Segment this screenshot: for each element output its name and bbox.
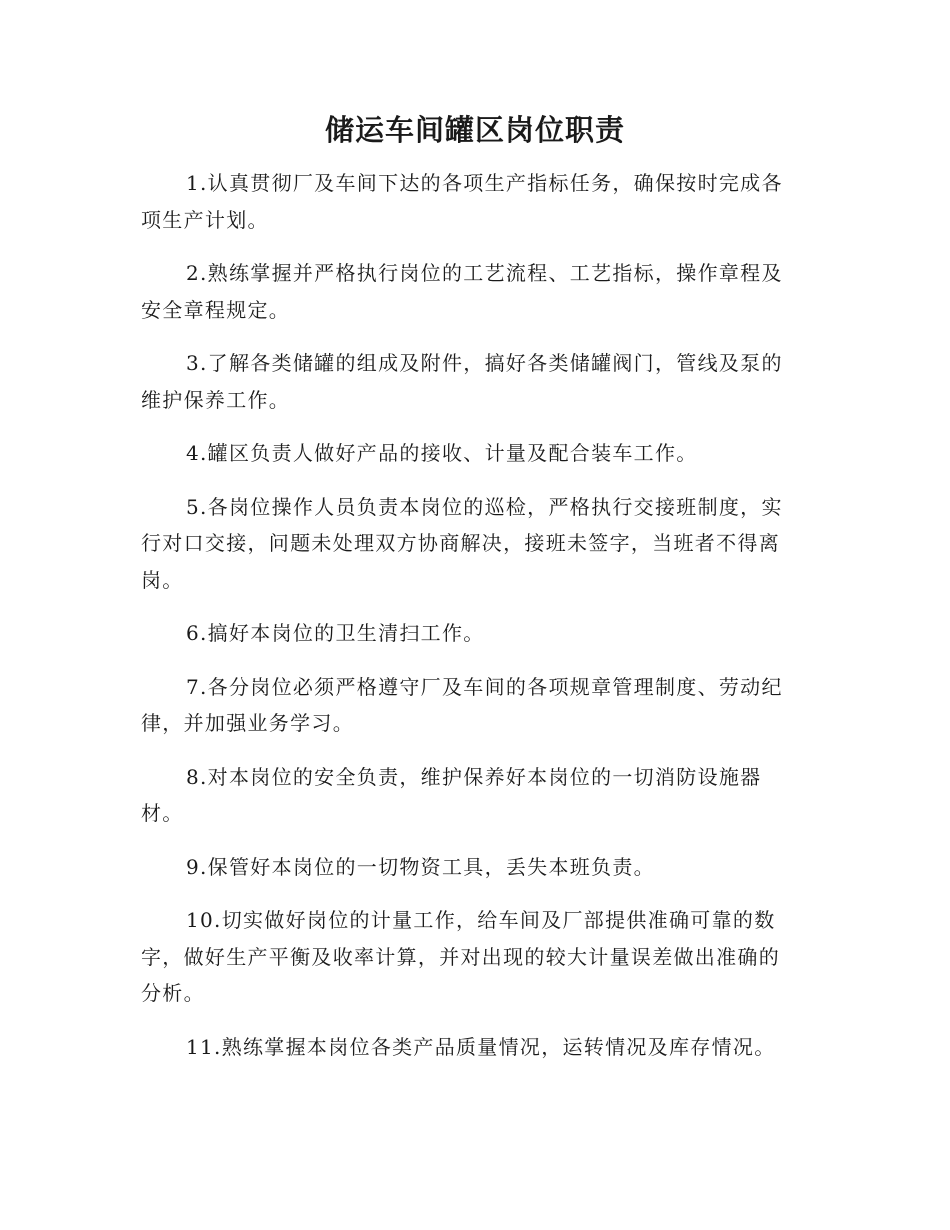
duty-item-11: 11.熟练掌握本岗位各类产品质量情况，运转情况及库存情况。 <box>186 1034 776 1059</box>
duty-item-7: 7.各分岗位必须严格遵守厂及车间的各项规章管理制度、劳动纪律，并加强业务学习。 <box>141 674 783 735</box>
document-body <box>141 165 801 1082</box>
duty-item-3: 3.了解各类储罐的组成及附件，搞好各类储罐阀门，管线及泵的维护保养工作。 <box>141 351 783 412</box>
duty-item-2: 2.熟练掌握并严格执行岗位的工艺流程、工艺指标，操作章程及安全章程规定。 <box>141 261 783 322</box>
duty-item-6: 6.搞好本岗位的卫生清扫工作。 <box>186 621 485 645</box>
duty-item-9: 9.保管好本岗位的一切物资工具，丢失本班负责。 <box>186 854 655 879</box>
duty-item-10: 10.切实做好岗位的计量工作，给车间及厂部提供准确可靠的数字，做好生产平衡及收率计算，并对出现的较大计量误差做出准确的分析。 <box>141 908 780 1005</box>
duty-item-1: 1.认真贯彻厂及车间下达的各项生产指标任务，确保按时完成各项生产计划。 <box>141 171 783 232</box>
duty-item-5: 5.各岗位操作人员负责本岗位的巡检，严格执行交接班制度，实行对口交接，问题未处理双方协商解决，接班未签字，当班者不得离岗。 <box>141 494 783 592</box>
document-title: 储运车间罐区岗位职责 <box>324 113 625 147</box>
duty-item-4: 4.罐区负责人做好产品的接收、计量及配合装车工作。 <box>186 441 698 465</box>
duty-item-8: 8.对本岗位的安全负责，维护保养好本岗位的一切消防设施器材。 <box>141 764 762 825</box>
